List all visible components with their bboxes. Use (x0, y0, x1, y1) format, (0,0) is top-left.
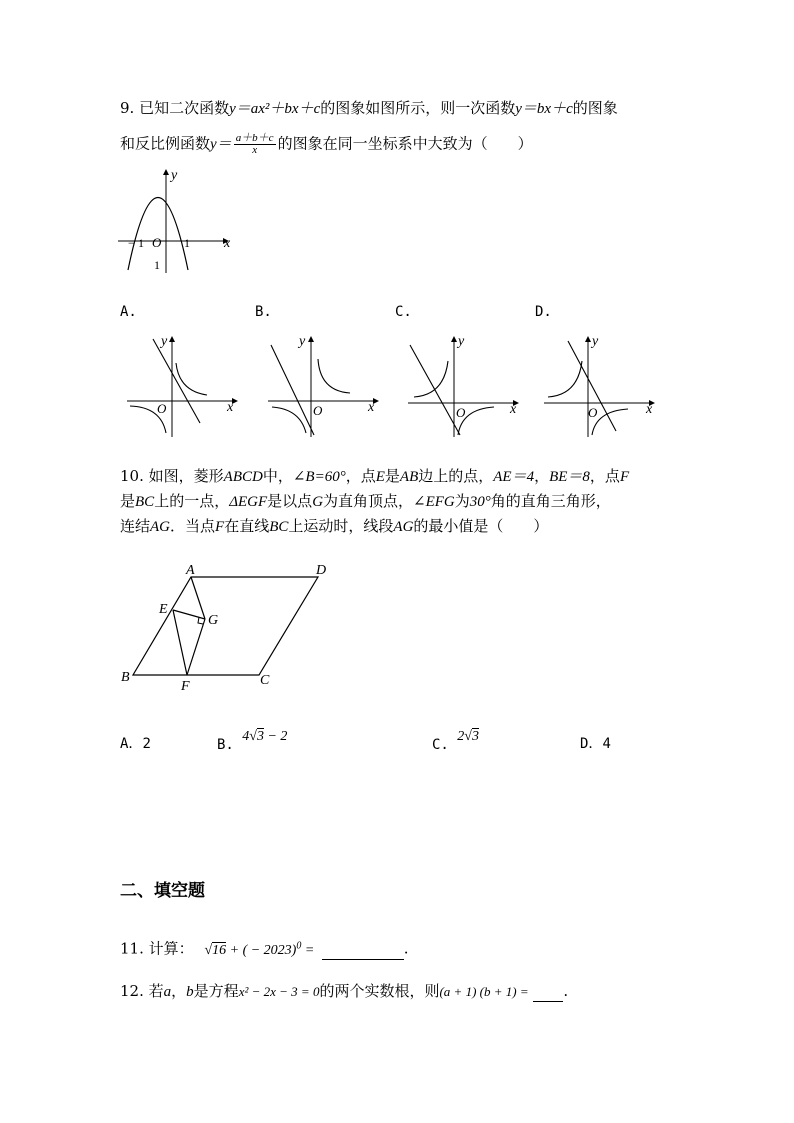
label-f: F (181, 679, 190, 694)
q10-segment-bc: BC (269, 519, 289, 535)
o-label: O (456, 405, 466, 420)
hyperbola-branch-upper (176, 363, 207, 395)
q9-option-a-label[interactable]: A. (120, 304, 137, 320)
q10-text: 角的直角三角形， (490, 492, 611, 510)
q9-linear-function: y＝bx＋c (515, 101, 573, 117)
q10-text: 是以点 (267, 492, 313, 510)
q10-line1 (120, 466, 629, 487)
x-label: x (227, 400, 234, 415)
option-label: D． (580, 736, 603, 752)
segment-fg-ag (187, 619, 205, 675)
q10-30-degrees: 30° (469, 494, 491, 510)
y-label: y (299, 334, 306, 349)
q10-text: 上运动时，线段 (288, 517, 394, 535)
q10-text: 的最小值是（ ） (413, 517, 549, 535)
q10-point-f: F (619, 469, 630, 485)
linear-line (271, 345, 314, 435)
q12-period: . (563, 982, 569, 1000)
q10-option-d[interactable] (580, 733, 611, 753)
label-e: E (159, 602, 168, 617)
q10-segment-ag: AG (393, 519, 414, 535)
q9-text: 的图象如图所示，则一次函数 (320, 99, 516, 117)
q10-text: 为 (454, 492, 470, 510)
q9-line2 (120, 133, 533, 156)
neg-sign: − (128, 236, 135, 250)
y-axis-label: y (171, 168, 178, 183)
segment-eg (173, 610, 205, 619)
q10-text: ，点 (345, 467, 376, 485)
below-label: 1 (154, 258, 160, 272)
q11-period: . (403, 939, 409, 958)
coefficient: 2 (457, 729, 465, 744)
q10-text: 在直线 (224, 517, 270, 535)
q10-text: 是 (120, 492, 136, 510)
hyperbola-branch-upper (414, 361, 448, 397)
q10-segment-bc: BC (135, 494, 155, 510)
q11-equals: = (304, 942, 315, 958)
label-b: B (121, 670, 130, 685)
q10-rhombus-name: ABCD (223, 469, 263, 485)
option-value (457, 729, 479, 744)
rhombus-abcd (133, 577, 318, 675)
q11-exponent: 0 (296, 940, 302, 951)
hyperbola-branch-upper (318, 359, 350, 393)
q9-number: 9. (120, 99, 135, 117)
q10-text: 是 (384, 467, 400, 485)
q12-text: ， (171, 982, 187, 1000)
q10-line3 (120, 516, 548, 537)
q10-text: ，点 (589, 467, 620, 485)
q10-number: 10. (120, 467, 144, 485)
label-g: G (208, 613, 219, 628)
q12-equation: x² − 2x − 3 = 0 (238, 984, 320, 999)
q10-option-a[interactable] (120, 733, 151, 753)
q11-expr: + ( − 2023) (229, 942, 297, 958)
q12-expression: (a + 1) (b + 1) = (439, 984, 529, 999)
q9-fraction-denominator: x (252, 144, 258, 156)
q9-fraction (234, 133, 276, 156)
segment-ag (191, 577, 205, 619)
option-value: 4 (602, 736, 611, 752)
q11-number: 11. (120, 939, 144, 958)
q10-rhombus-figure (115, 560, 340, 695)
q12-line (120, 981, 568, 1002)
q10-segment-ag: AG (150, 519, 171, 535)
q12-text: 的两个实数根，则 (319, 982, 440, 1000)
q11-expression (204, 940, 317, 958)
q9-parabola-graph (118, 165, 238, 275)
q9-option-c-graph[interactable] (406, 333, 526, 441)
sqrt-icon: √ (464, 729, 472, 744)
y-label: y (161, 334, 168, 349)
q10-triangle-egf: ΔEGF (229, 494, 268, 510)
q10-segment-ab: AB (399, 469, 419, 485)
label-c: C (260, 673, 270, 688)
q9-option-a-graph[interactable] (125, 333, 245, 441)
q10-be: BE＝8 (549, 469, 590, 485)
q12-var-a: a (163, 984, 172, 1000)
radicand: 3 (256, 729, 264, 744)
q10-point-e: E (375, 469, 385, 485)
q12-var-b: b (186, 984, 194, 1000)
q10-text: 边上的点， (418, 467, 494, 485)
q10-angle-efg: EFG (425, 494, 455, 510)
q10-ae: AE＝4 (493, 469, 535, 485)
q10-text: 中，∠ (262, 467, 306, 485)
option-label: A． (120, 736, 143, 752)
q9-quadratic-function: y＝ax²＋bx＋c (229, 101, 321, 117)
q9-text: 和反比例函数 (120, 134, 211, 153)
o-label: O (588, 405, 598, 420)
q10-text: ．当点 (170, 517, 216, 535)
q10-text: ， (534, 467, 550, 485)
q10-angle-b: B=60° (305, 469, 346, 485)
radicand: 3 (471, 729, 479, 744)
segment-ef (173, 610, 187, 675)
o-label: O (313, 403, 323, 418)
q10-text: 连结 (120, 517, 151, 535)
o-label: O (157, 401, 167, 416)
q9-line1 (120, 98, 618, 119)
q12-answer-blank[interactable] (533, 981, 563, 1002)
label-a: A (186, 563, 195, 578)
sqrt-icon: √ (249, 729, 257, 744)
option-value: 2 (142, 736, 151, 752)
hyperbola-branch-upper (548, 361, 582, 397)
q11-radicand: 16 (212, 942, 227, 958)
section-title: 二、填空题 (120, 881, 205, 901)
option-label: B. (217, 737, 234, 753)
q9-option-d-graph[interactable] (542, 333, 662, 441)
q10-text: 上的一点， (154, 492, 230, 510)
sqrt-icon: √ (204, 942, 213, 958)
q9-inverse-function-lhs: y＝ (210, 136, 232, 153)
x-axis-label: x (224, 236, 231, 251)
option-value (242, 729, 287, 744)
q9-option-d-label[interactable]: D. (535, 304, 552, 320)
q9-option-c-label[interactable]: C. (395, 304, 412, 320)
q10-point-f: F (215, 519, 225, 535)
q9-fraction-numerator: a＋b＋c (235, 132, 274, 144)
q9-option-b-label[interactable]: B. (255, 304, 272, 320)
origin-label: O (152, 235, 162, 250)
q10-text: 如图，菱形 (148, 467, 224, 485)
one-label: 1 (184, 236, 190, 250)
minus-two: − 2 (267, 729, 288, 744)
q12-number: 12. (120, 982, 144, 1000)
q10-point-g: G (312, 494, 324, 510)
label-d: D (316, 563, 327, 578)
x-label: x (510, 402, 517, 417)
x-label: x (646, 402, 653, 417)
neg-one-label: 1 (138, 236, 144, 250)
x-label: x (368, 400, 375, 415)
q9-text: 的图象 (572, 99, 618, 117)
y-label: y (592, 334, 599, 349)
q12-text: 若 (148, 982, 164, 1000)
q10-option-c[interactable] (432, 729, 479, 753)
q9-text: 已知二次函数 (139, 99, 230, 117)
q11-line (120, 936, 409, 961)
q12-text: 是方程 (193, 982, 239, 1000)
q10-line2 (120, 491, 611, 512)
option-label: C. (432, 737, 449, 753)
hyperbola-branch-lower (272, 407, 306, 433)
q9-text: 的图象在同一坐标系中大致为（ ） (277, 134, 533, 153)
q10-text: 为直角顶点，∠ (323, 492, 426, 510)
coefficient: 4 (242, 729, 250, 744)
q11-text: 计算： (148, 939, 194, 958)
y-label: y (458, 334, 465, 349)
q11-answer-blank[interactable] (322, 939, 404, 960)
q10-option-b[interactable] (217, 729, 288, 753)
q9-option-b-graph[interactable] (266, 333, 386, 441)
hyperbola-branch-lower (592, 409, 628, 435)
